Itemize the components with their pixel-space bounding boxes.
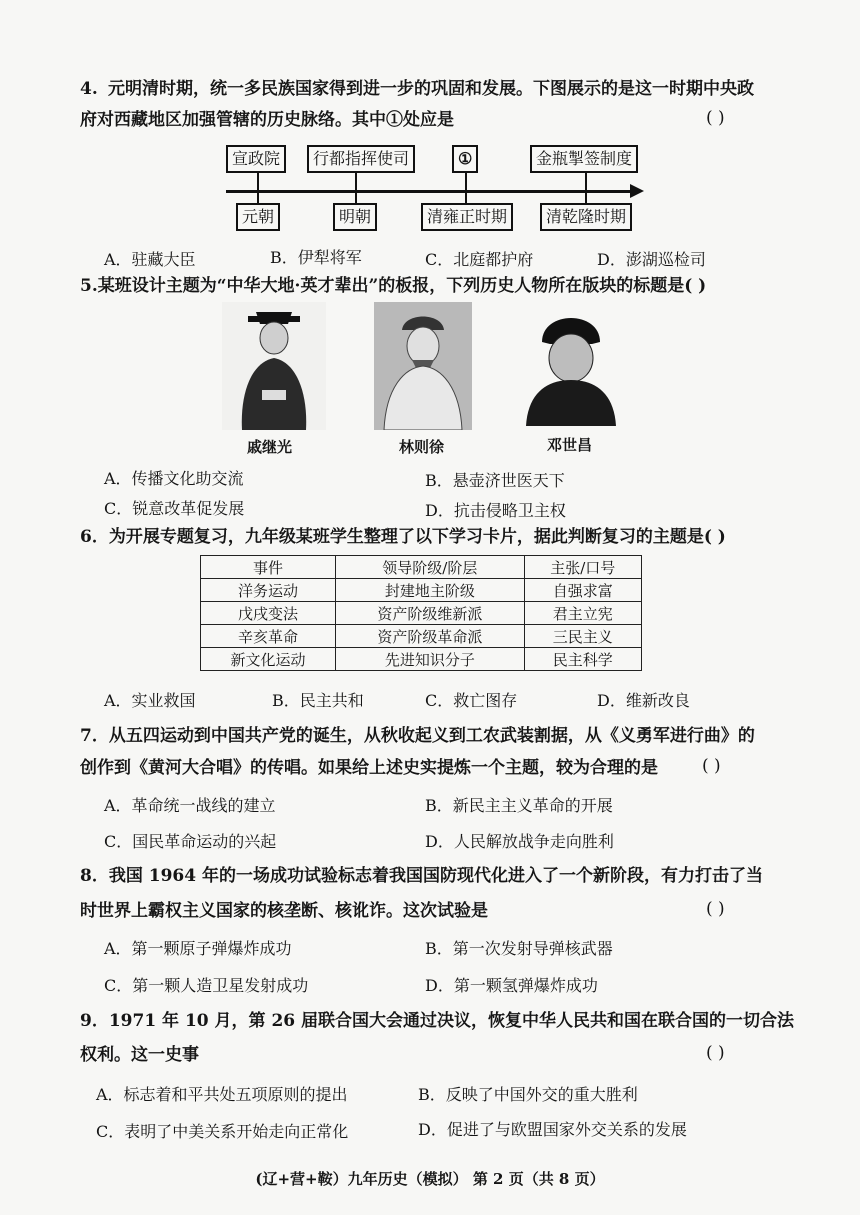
timeline-tick <box>257 170 259 204</box>
table-cell: 先进知识分子 <box>336 648 524 671</box>
table-cell: 辛亥革命 <box>201 625 336 648</box>
portrait-qi-jiguang <box>222 302 326 430</box>
q4-option-a: A．驻藏大臣 <box>104 250 196 269</box>
q6-option-b: B．民主共和 <box>272 691 364 710</box>
page-footer: (辽+营+鞍）九年历史（模拟） 第 2 页（共 8 页） <box>255 1170 605 1188</box>
q6-option-a: A．实业救国 <box>104 691 196 710</box>
timeline-label-bottom: 元朝 <box>236 203 280 231</box>
q7-option-b: B．新民主主义革命的开展 <box>425 796 613 815</box>
q8-option-c: C．第一颗人造卫星发射成功 <box>104 976 309 995</box>
q9-option-b: B．反映了中国外交的重大胜利 <box>418 1085 638 1104</box>
q7-option-c: C．国民革命运动的兴起 <box>104 832 277 851</box>
table-cell: 资产阶级维新派 <box>336 602 524 625</box>
table-cell: 资产阶级革命派 <box>336 625 524 648</box>
timeline-tick <box>355 170 357 204</box>
table-cell: 君主立宪 <box>524 602 641 625</box>
timeline-tick <box>465 170 467 204</box>
timeline-label-top: 宣政院 <box>226 145 286 173</box>
table-cell: 民主科学 <box>524 648 641 671</box>
portrait-name: 林则徐 <box>399 438 445 456</box>
table-header-cell: 领导阶级/阶层 <box>336 556 524 579</box>
q8-option-b: B．第一次发射导弹核武器 <box>425 939 613 958</box>
q6-stem: 6．为开展专题复习，九年级某班学生整理了以下学习卡片，据此判断复习的主题是( ) <box>80 527 726 547</box>
q4-stem-line2: 府对西藏地区加强管辖的历史脉络。其中①处应是 <box>80 110 454 130</box>
q4-answer-paren: ( ) <box>706 108 725 128</box>
q8-stem-line1: 8．我国 1964 年的一场成功试验标志着我国国防现代化进入了一个新阶段，有力打击了当 <box>80 866 763 886</box>
q7-option-a: A．革命统一战线的建立 <box>104 796 276 815</box>
q7-option-d: D．人民解放战争走向胜利 <box>425 832 614 851</box>
portrait-name: 戚继光 <box>247 438 293 456</box>
q4-option-c: C．北庭都护府 <box>425 250 534 269</box>
q8-option-a: A．第一颗原子弹爆炸成功 <box>104 939 292 958</box>
table-cell: 封建地主阶级 <box>336 579 524 602</box>
q8-stem-line2: 时世界上霸权主义国家的核垄断、核讹诈。这次试验是 <box>80 901 488 921</box>
q7-stem-line2: 创作到《黄河大合唱》的传唱。如果给上述史实提炼一个主题，较为合理的是 <box>80 758 658 778</box>
q9-stem-line1: 9．1971 年 10 月，第 26 届联合国大会通过决议，恢复中华人民共和国在联合国的一切合法 <box>80 1011 795 1031</box>
q9-option-c: C．表明了中美关系开始走向正常化 <box>96 1122 349 1141</box>
table-row <box>201 579 642 602</box>
table-row <box>201 648 642 671</box>
portrait-deng-shichang <box>522 302 620 426</box>
q5-option-d: D．抗击侵略卫主权 <box>425 501 566 520</box>
timeline-label-top: 金瓶掣签制度 <box>530 145 638 173</box>
timeline-axis <box>226 190 634 193</box>
q5-option-c: C．锐意改革促发展 <box>104 499 245 518</box>
q9-option-a: A．标志着和平共处五项原则的提出 <box>96 1085 348 1104</box>
timeline-arrow <box>630 184 644 198</box>
table-row <box>201 625 642 648</box>
q5-option-a: A．传播文化助交流 <box>104 469 244 488</box>
q9-stem-line2: 权利。这一史事 <box>80 1045 199 1065</box>
timeline-label-top: ① <box>452 145 478 173</box>
table-row <box>201 556 642 579</box>
timeline-label-bottom: 清乾隆时期 <box>540 203 632 231</box>
table-cell: 洋务运动 <box>201 579 336 602</box>
portrait-lin-zexu <box>374 302 472 430</box>
q8-answer-paren: ( ) <box>706 899 725 919</box>
q8-option-d: D．第一颗氢弹爆炸成功 <box>425 976 598 995</box>
q7-answer-paren: ( ) <box>702 756 721 776</box>
timeline-label-bottom: 明朝 <box>333 203 377 231</box>
q5-stem: 5.某班设计主题为“中华大地·英才辈出”的板报，下列历史人物所在版块的标题是( ) <box>80 276 707 296</box>
q6-option-d: D．维新改良 <box>597 691 690 710</box>
timeline-label-top: 行都指挥使司 <box>307 145 415 173</box>
q4-option-b: B．伊犁将军 <box>270 248 362 267</box>
table-header-cell: 事件 <box>201 556 336 579</box>
q4-stem-line1: 元明清时期，统一多民族国家得到进一步的巩固和发展。下图展示的是这一时期中央政 <box>108 79 754 99</box>
table-row <box>201 602 642 625</box>
table-cell: 自强求富 <box>524 579 641 602</box>
table-cell: 戊戌变法 <box>201 602 336 625</box>
q4-option-d: D．澎湖巡检司 <box>597 250 706 269</box>
q4-number: 4. <box>80 79 98 99</box>
q9-option-d: D．促进了与欧盟国家外交关系的发展 <box>418 1120 687 1139</box>
timeline-tick <box>585 170 587 204</box>
table-cell: 新文化运动 <box>201 648 336 671</box>
q9-answer-paren: ( ) <box>706 1043 725 1063</box>
q6-option-c: C．救亡图存 <box>425 691 518 710</box>
timeline-label-bottom: 清雍正时期 <box>421 203 513 231</box>
table-header-cell: 主张/口号 <box>524 556 641 579</box>
q5-option-b: B．悬壶济世医天下 <box>425 471 565 490</box>
table-cell: 三民主义 <box>524 625 641 648</box>
portrait-name: 邓世昌 <box>547 436 593 454</box>
q7-stem-line1: 7．从五四运动到中国共产党的诞生，从秋收起义到工农武装割据，从《义勇军进行曲》的 <box>80 726 755 746</box>
study-card-table <box>200 555 642 671</box>
